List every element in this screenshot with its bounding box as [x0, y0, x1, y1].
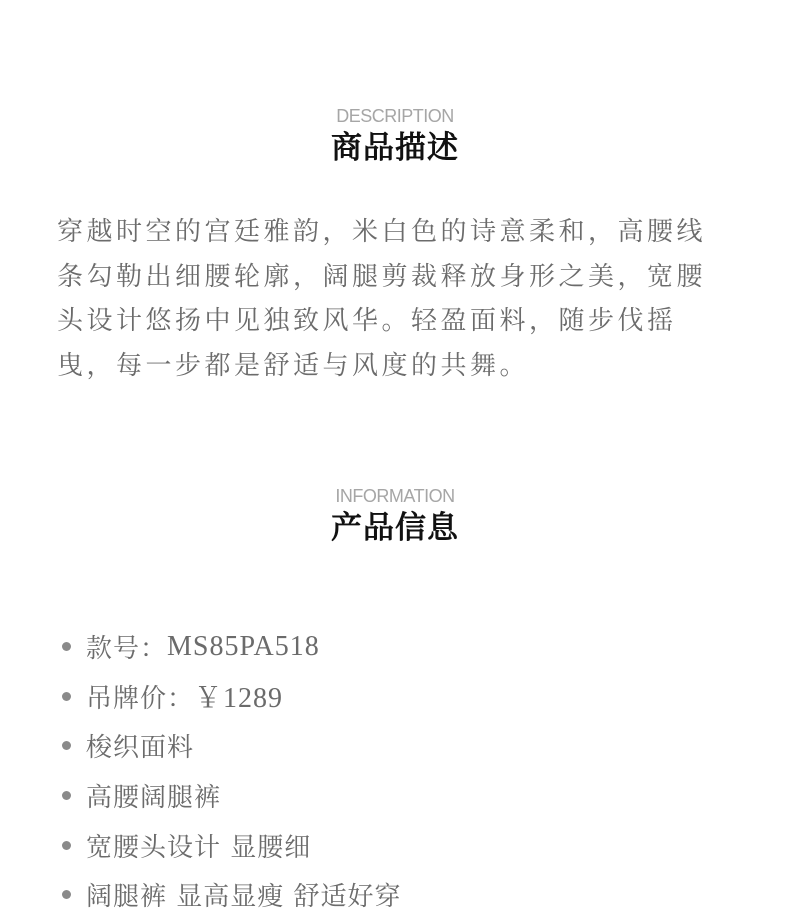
info-label: 吊牌价：: [86, 683, 195, 714]
product-info-list: [57, 622, 402, 920]
info-item-tag-price: [57, 672, 402, 722]
bullet-icon: [62, 890, 71, 899]
bullet-icon: [62, 741, 71, 750]
info-item-fit: [57, 771, 402, 821]
bullet-icon: [62, 642, 71, 651]
description-line: 曳，每一步都是舒适与风度的共舞。: [57, 350, 530, 381]
info-label: 宽腰头设计 显腰细: [86, 832, 312, 863]
info-value: ￥1289: [194, 683, 284, 715]
info-item-waistband: [57, 820, 402, 870]
bullet-icon: [62, 692, 71, 701]
description-title: 商品描述: [331, 130, 459, 166]
info-item-comfort: [57, 870, 402, 920]
info-label: 高腰阔腿裤: [86, 783, 222, 814]
info-item-style-number: [57, 622, 402, 672]
bullet-icon: [62, 791, 71, 800]
description-line: 条勾勒出细腰轮廓，阔腿剪裁释放身形之美，宽腰: [57, 261, 707, 292]
info-label: 款号：: [86, 634, 168, 665]
info-label: 阔腿裤 显高显瘦 舒适好穿: [86, 882, 402, 913]
bullet-icon: [62, 841, 71, 850]
description-header: [0, 106, 790, 166]
info-item-fabric: [57, 721, 402, 771]
info-label: 梭织面料: [86, 733, 195, 764]
description-eyebrow: DESCRIPTION: [336, 106, 454, 126]
information-title: 产品信息: [331, 510, 459, 546]
description-line: 头设计悠扬中见独致风华。轻盈面料，随步伐摇: [57, 306, 677, 336]
description-line: 穿越时空的宫廷雅韵，米白色的诗意柔和，高腰线: [57, 217, 707, 247]
info-value: MS85PA518: [167, 630, 320, 662]
information-header: [0, 486, 790, 546]
description-body: [57, 210, 737, 388]
information-eyebrow: INFORMATION: [335, 486, 455, 506]
